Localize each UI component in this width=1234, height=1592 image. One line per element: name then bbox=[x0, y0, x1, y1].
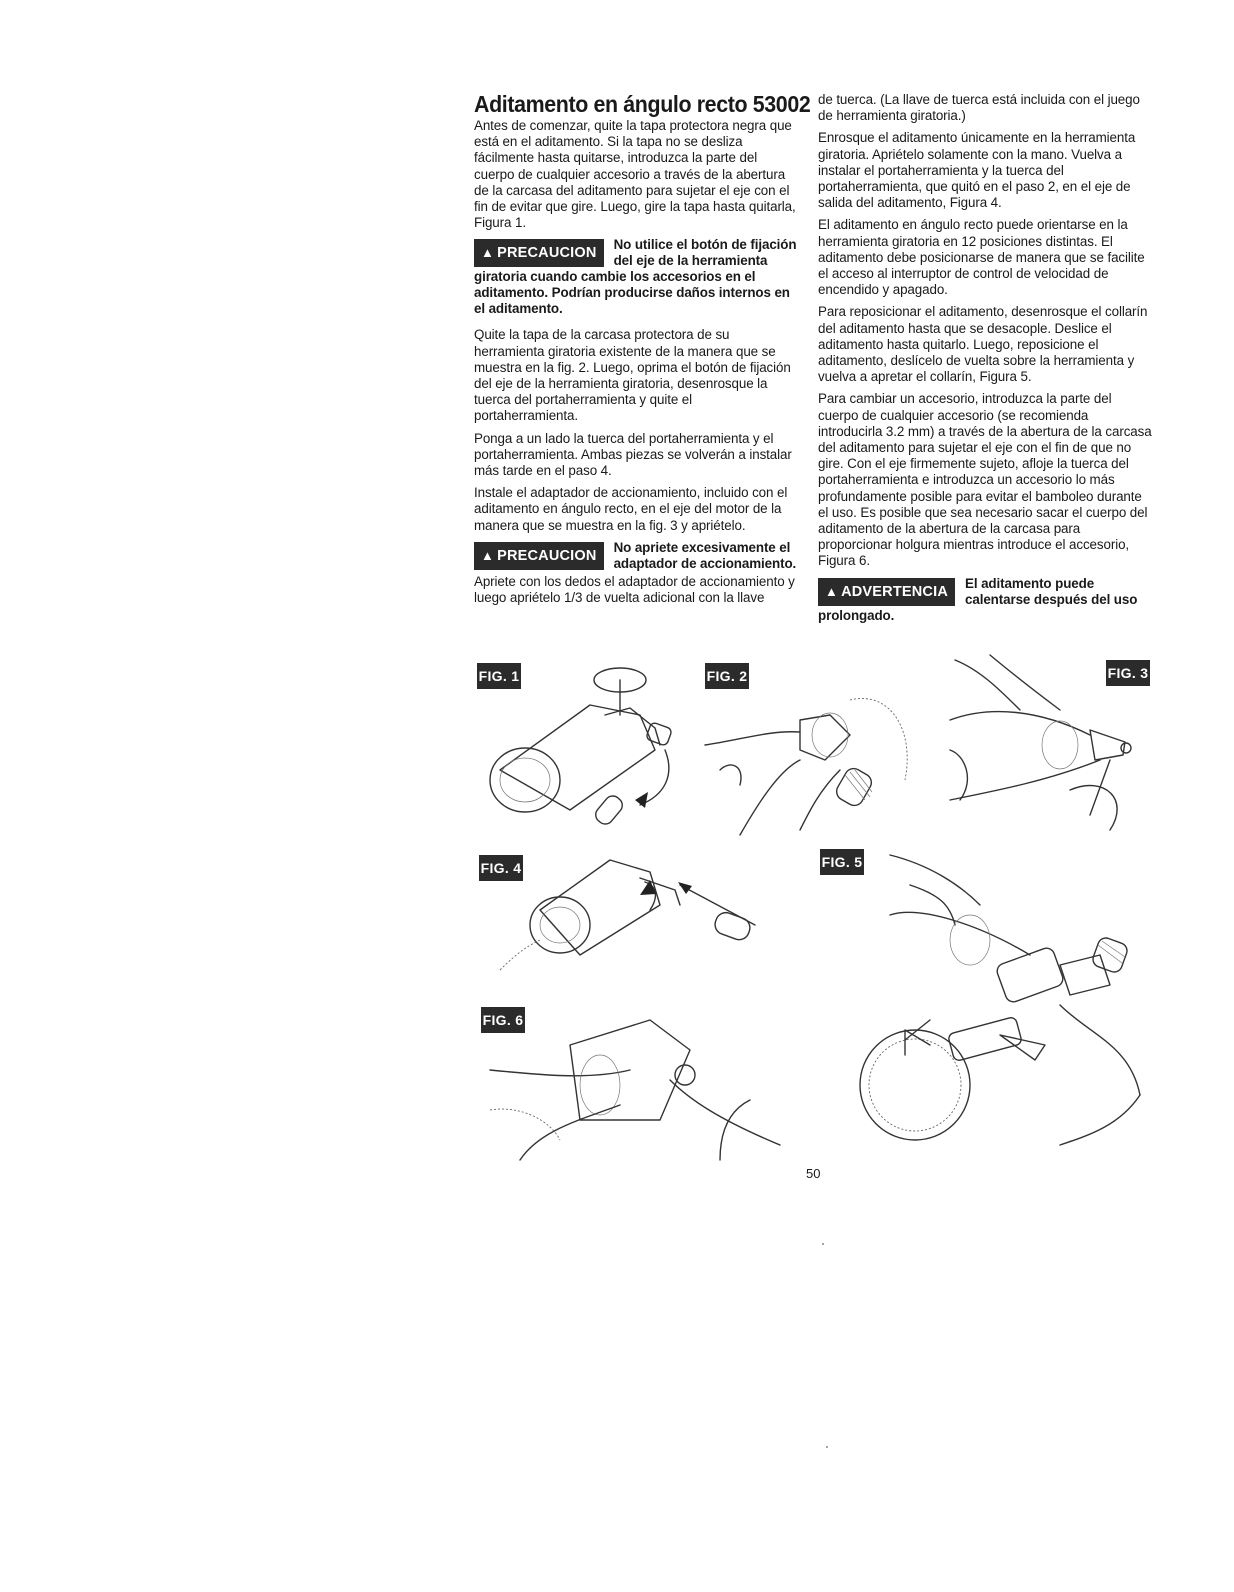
figure-5-illustration bbox=[860, 845, 1150, 1160]
figure-4-illustration bbox=[500, 850, 770, 990]
paragraph: de tuerca. (La llave de tuerca está incluida con el juego de herramienta giratoria.) bbox=[818, 92, 1140, 124]
caution-badge: ▲ PRECAUCION bbox=[474, 239, 604, 267]
paragraph: Instale el adaptador de accionamiento, incluido con el aditamento en ángulo recto, en el eje del motor de la manera que se muestra en la fig. 3 y apriételo. bbox=[474, 485, 788, 533]
scan-speck bbox=[822, 1243, 824, 1245]
warning-block bbox=[818, 576, 1154, 624]
paragraph: Apriete con los dedos el adaptador de accionamiento y luego apriételo 1/3 de vuelta adicional con la llave bbox=[474, 573, 795, 606]
figure-2-illustration bbox=[700, 660, 920, 840]
caution-block bbox=[474, 237, 798, 317]
figure-label-3: FIG. 3 bbox=[1106, 660, 1150, 686]
figure-label-2: FIG. 2 bbox=[705, 663, 749, 689]
paragraph: El aditamento en ángulo recto puede orientarse en la herramienta giratoria en 12 posiciones distintas. El aditamento debe posicionarse de manera que se facilite el acceso al interruptor de control de velocidad de encendido y apagado. bbox=[818, 217, 1145, 298]
paragraph: Para cambiar un accesorio, introduzca la parte del cuerpo de cualquier accesorio (se recomienda introducirla 3.2 mm) a través de la abertura de la carcasa del aditamento para sujetar el eje con el fin de que no gire. Con el eje firmemente sujeto, afloje la tuerca del portaherramienta e introduzca un accesorio lo más profundamente posible para evitar el bamboleo durante el uso. Es posible que sea necesario sacar el cuerpo del aditamento de la abertura de la carcasa para proporcionar holgura mientras introduce el accesorio, Figura 6. bbox=[818, 391, 1152, 569]
paragraph: Ponga a un lado la tuerca del portaherramienta y el portaherramienta. Ambas piezas se volverán a instalar más tarde en el paso 4. bbox=[474, 430, 792, 479]
paragraph: Enrosque el aditamento únicamente en la herramienta giratoria. Apriételo solamente con la mano. Vuelva a instalar el portaherramienta y la tuerca del portaherramienta, que quitó en el paso 2, en el eje de salida del aditamento, Figura 4. bbox=[818, 130, 1136, 211]
caution-text: No apriete excesivamente el adaptador de accionamiento. bbox=[613, 539, 797, 571]
paragraph: Antes de comenzar, quite la tapa protectora negra que está en el aditamento. Si la tapa no se desliza fácilmente hasta quitarse, introduzca la parte del cuerpo de cualquier accesorio a través de la abertura de la carcasa del aditamento para sujetar el eje con el fin de evitar que gire. Luego, gire la tapa hasta quitarla, Figura 1. bbox=[474, 118, 796, 231]
warning-text: El aditamento puede calentarse después del uso prolongado. bbox=[818, 575, 1138, 623]
paragraph: Para reposicionar el aditamento, desenrosque el collarín del aditamento hasta que se desacople. Deslice el aditamento hasta quitarlo. Luego, reposicione el aditamento, deslícelo de vuelta sobre la herramienta y vuelva a apretar el collarín, Figura 5. bbox=[818, 304, 1148, 385]
figure-label-4: FIG. 4 bbox=[479, 855, 523, 881]
scan-speck bbox=[826, 1446, 828, 1448]
left-column bbox=[474, 118, 798, 612]
figure-6-illustration bbox=[480, 1010, 790, 1170]
caution-block bbox=[474, 540, 798, 572]
warning-triangle-icon: ▲ bbox=[481, 547, 495, 563]
figure-label-5: FIG. 5 bbox=[820, 849, 864, 875]
paragraph: Quite la tapa de la carcasa protectora de su herramienta giratoria existente de la manera que se muestra en la fig. 2. Luego, oprima el botón de fijación del eje de la herramienta giratoria, desenrosque la tuerca del portaherramienta y quite el portaherramienta. bbox=[474, 327, 791, 424]
right-column bbox=[818, 92, 1154, 632]
warning-badge: ▲ ADVERTENCIA bbox=[818, 578, 955, 606]
figure-1-illustration bbox=[480, 660, 700, 840]
caution-badge: ▲ PRECAUCION bbox=[474, 542, 604, 570]
page-title: Aditamento en ángulo recto 53002 bbox=[474, 91, 811, 117]
figure-label-1: FIG. 1 bbox=[477, 663, 521, 689]
figure-label-6: FIG. 6 bbox=[481, 1007, 525, 1033]
warning-triangle-icon: ▲ bbox=[825, 583, 839, 599]
page-number: 50 bbox=[806, 1166, 821, 1181]
warning-triangle-icon: ▲ bbox=[481, 245, 495, 261]
caution-text: No utilice el botón de fijación del eje de la herramienta giratoria cuando cambie los accesorios en el aditamento. Podrían producirse daños internos en el aditamento. bbox=[474, 237, 797, 317]
figure-3-illustration bbox=[930, 650, 1160, 840]
